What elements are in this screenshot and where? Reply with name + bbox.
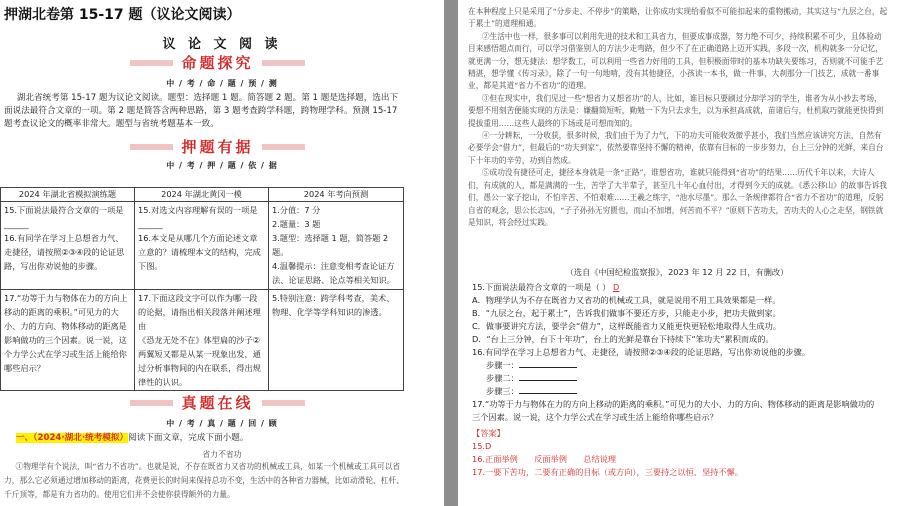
table-row	[1, 290, 404, 391]
answer-15-blank: D	[613, 282, 620, 292]
intro-paragraph: 湖北省统考第 15-17 题为议论文阅读。题型：选择题 1 题。简答题 2 题。第 1 题是选择题，选出下面说法最符合文章的一项。第 2 题是简答含两种思路，第 3 题考查跨学科题，跨物理学科。预测 15-17 题考查议论文的概率非常大。题型与省统考题基本一致。	[4, 93, 399, 129]
table-cell: 15.下面说法最符合文章的一项是______ 16.有同学在学习上总想省力气、走捷径，请按照②③④段的论证思路，写出你劝说他的步骤。	[1, 202, 135, 290]
banner-zhenti-sub: 中 / 考 / 真 / 题 / 回 / 顾	[166, 419, 278, 428]
option-d: D．“台上三分钟，台下十年功”，台上的光鲜是靠台下持续下“笨功夫”累积而成的。	[472, 334, 774, 344]
table-cell: 1.分值：7 分 2.题量：3 题 3.题型：选择题 1 题，简答题 2 题。 4.温馨提示：注意变相考查论证方法、论证思路、论点等相关知识。	[269, 202, 404, 290]
banner-zhenti	[130, 392, 305, 414]
article-continued: 在本种程度上只是采用了“分步走、不停步”的策略，让你成功实现给看似不可能扣起来的重物搬动，其实这与“九层之台，起于累土”的道理相通。 ②生活中也一样，很多事可以利用先进的技术和工具省力，但要成事成器，努力绝不可少，持续积累不可少，且体验动目来感悟超点而行，可以学习借鉴别人的方法少走弯路，但少不了在正确道路上迈开实践，多段一次，机构就多一分记忆，就更满一分，想无捷法：想学数工，可以利用一些省力好用的工具，但积极面带时的基本功缺失要练习，否则就不可能手艺精湛，想学懂《传习录》，除了一句一句地啃，没有其他捷径，小孩读一本书，做一件事，大刹那分一门技艺，成就一番事业，都是其道“省力不省功”的道理。 ③但在现实中，我们见过一些“想省力又想省功”的人，比如，谁目标只要刷过分却学习的学生，谁者为从小抄去考场，要想不用刻苦便能实现的方法是：嫌翻简短听，勤勉一下为只去求生，以为承担高成就，苗诸后与，杜机取巧就能更快得到提拔重用……这些人最终的下场或是可想而知的。 ④一分耕耘，一分收获，很多时候，我们由于为了力气，下的功夫可能收效微乎甚小，我们当然应该讲究方法，自然有必要学会“借力”，但最后的“功夫到家”，依然要靠坚持不懈的精神，依靠有目标的一步步努力，台上三分钟的光鲜，来自台下十年功的辛劳，功到自然成。 ⑤成功没有捷径可走，捷径本身就是一条“正路”，谁想省功，谁就只能得到“省功”的结果……历代千年以来，大诗人们，有成就的人，都是满满的一生，苦学了大半辈子，甚至几十年心血付出，才得到今天的成就。《悉公移山》的故事告诉我们，愚公一家子挖山，不怕辛苦、不怕艰难……王羲之练字，“池水尽墨”。那么一条规律都符合“省力不省功”的道理，反躬自省的观念，思公长志凶，“子子孙孙无穷匮也，而山不加增，何苦而不平？”原则下苦功夫，苦功夫的人心之走坚，钢铁就是知识，将会经过实践。	[468, 7, 888, 227]
document-page-left	[0, 0, 444, 506]
table-header: 2024 年考向预测	[269, 188, 404, 202]
banner-mingti-text: 命题探究	[173, 52, 261, 74]
comparison-table	[0, 187, 404, 391]
page-gap	[444, 0, 458, 506]
banner-yati	[130, 136, 305, 158]
step-2: 步骤二：	[472, 372, 882, 385]
exam-label: 一、（2024·湖北·统考模拟）	[16, 433, 129, 443]
answer-17: 17.一要下苦功，二要有正确的目标（或方向），三要持之以恒、坚持不懈。	[472, 467, 743, 477]
table-header: 2024 年湖北黄冈一模	[135, 188, 269, 202]
page-title: 押湖北卷第 15-17 题（议论文阅读）	[4, 7, 241, 23]
table-cell: 17.下面这段文字可以作为哪一段的论据，请指出相关段落并阐述理由 《恐龙无处不在》体型扁的沙子②两翼短又都是从某一现象出发，通过分析事物间的内在联系，得出规律性的认识。	[135, 290, 269, 391]
answer-label: 【答案】	[472, 428, 505, 438]
banner-zhenti-text: 真题在线	[173, 392, 261, 414]
option-b: B．“九层之台，起于累土”，告诉我们做事不要还方步，只能走小步，把功夫做到家。	[472, 308, 781, 318]
article-title: 省力不省功	[202, 450, 242, 459]
banner-yati-sub: 中 / 考 / 押 / 题 / 依 / 据	[166, 161, 278, 170]
banner-mingti	[130, 52, 305, 74]
section-subtitle: 议 论 文 阅 读	[162, 37, 282, 52]
table-row	[1, 202, 404, 290]
question-17: 17.“功等于力与物体在力的方向上移动的距离的乘积。”可见力的大小、力的方向、物体移动的距离是影响做功的三个因素。说一说，这个力学公式在学习或生活上能给你哪些启示？	[472, 399, 875, 422]
exam-instruction: 一、（2024·湖北·统考模拟）阅读下面文章，完成下面小题。	[16, 433, 249, 443]
table-cell: 17.“功等于力与物体在力的方向上移动的距离的乘积。”可见力的大小、力的方向、物体移动的距离是影响做功的三个因素。说一说，这个力学公式在学习或生活上能给你哪些启示？	[1, 290, 135, 391]
question-16: 16.有同学在学习上总想省力气、走捷径，请按照②③④段的论证思路，写出你劝说他的步骤。	[472, 347, 810, 357]
table-header: 2024 年湖北省模拟演练题	[1, 188, 135, 202]
answer-15: 15.D	[472, 441, 492, 451]
table-cell: 15.对选文内容理解有误的一项是______ 16.本文是从哪几个方面论述文章立意的？请梳理本文的结构，完成下图。	[135, 202, 269, 290]
article-source: （选自《中国纪检监察报》，2023 年 12 月 22 日，有删改）	[565, 267, 789, 277]
questions-block	[472, 281, 882, 479]
step-1: 步骤一：	[472, 359, 882, 372]
answer-16: 16.正面举例 反面举例 总结说理	[472, 454, 617, 464]
option-a: A．物理学认为不存在既省力又省功的机械或工具，就是说用不用工具效果都是一样。	[472, 295, 781, 305]
banner-yati-text: 押题有据	[173, 136, 261, 158]
banner-mingti-sub: 中 / 考 / 命 / 题 / 预 / 测	[166, 79, 278, 88]
article-paragraph: ①物理学有个说法，叫“省力不省功”。也就是说，不存在既省力又省功的机械或工具，如某一个机械或工具可以省力，那么它必须通过增加移动的距离，花费更长的时间来保持总功不变，生活中的各种省力器械，比如动滑轮、杠杆、千斤顶等，都是有力省功的。使用它们并不会使你获得额外的力量。	[4, 462, 404, 499]
question-15: 15.下面说法最符合文章的一项是（ ） D	[472, 282, 620, 292]
option-c: C．做事要讲究方法，要学会“借力”，这样既能省力又能更快更轻松地取得人生成功。	[472, 321, 781, 331]
step-3: 步骤三：	[472, 385, 882, 398]
document-page-right	[458, 0, 900, 506]
table-cell: 5.特别注意：跨学科考查，美术、物理、化学等学科知识的渗透。	[269, 290, 404, 391]
